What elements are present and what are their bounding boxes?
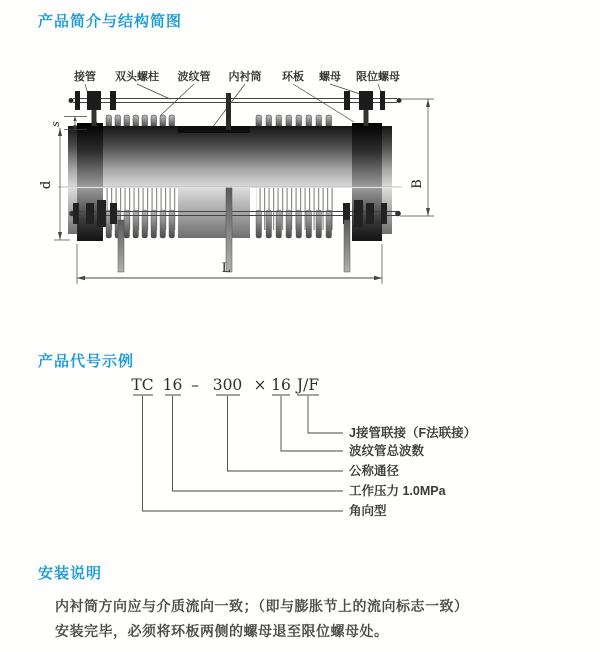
svg-text:B: B	[410, 179, 425, 189]
code-token-pressure: 16	[162, 376, 183, 394]
code-token-waves: 16	[271, 376, 291, 394]
code-token-conn: J/F	[296, 376, 320, 394]
callout-type: 角向型	[349, 504, 387, 518]
svg-text:d: d	[39, 180, 54, 190]
part-label-pipe: 接管	[74, 71, 96, 83]
install-line-1: 内衬筒方向应与介质流向一致；（即与膨胀节上的流向标志一致）	[55, 598, 469, 614]
callout-connection: J接管联接（F法联接）	[349, 426, 477, 440]
part-label-nut: 螺母	[319, 71, 341, 83]
dim-B	[397, 99, 434, 216]
callout-nominal-dia: 公称通径	[349, 464, 400, 478]
code-token-type: TC	[131, 376, 154, 394]
section-title-install: 安装说明	[38, 565, 103, 582]
section-title-intro: 产品简介与结构简图	[38, 13, 183, 30]
expansion-joint-drawing	[30, 58, 475, 310]
svg-text:L: L	[221, 261, 231, 276]
svg-text:s: s	[49, 121, 62, 127]
code-token-dn: 300	[212, 376, 243, 394]
structure-diagram	[30, 58, 475, 310]
part-label-stud: 双头螺柱	[115, 71, 159, 83]
part-label-liner: 内衬筒	[228, 71, 262, 83]
lower-section-view	[68, 188, 401, 272]
install-instructions	[55, 594, 535, 644]
code-callout-drawing	[120, 372, 590, 527]
part-label-ring-plate: 环板	[282, 71, 304, 83]
callout-wave-count: 波纹管总波数	[349, 444, 425, 458]
code-token-times: ×	[253, 376, 267, 394]
upper-body	[68, 123, 392, 187]
part-label-limit-nut: 限位螺母	[356, 71, 400, 83]
dim-d	[39, 128, 70, 240]
product-code-diagram	[120, 372, 590, 527]
code-token-dash: –	[191, 376, 199, 394]
callout-connectors	[143, 396, 344, 511]
callout-pressure: 工作压力 1.0MPa	[349, 484, 446, 498]
install-line-2: 安装完毕，必须将环板两侧的螺母退至限位螺母处。	[55, 623, 389, 639]
section-title-code: 产品代号示例	[38, 353, 135, 370]
part-label-bellows: 波纹管	[177, 71, 211, 83]
